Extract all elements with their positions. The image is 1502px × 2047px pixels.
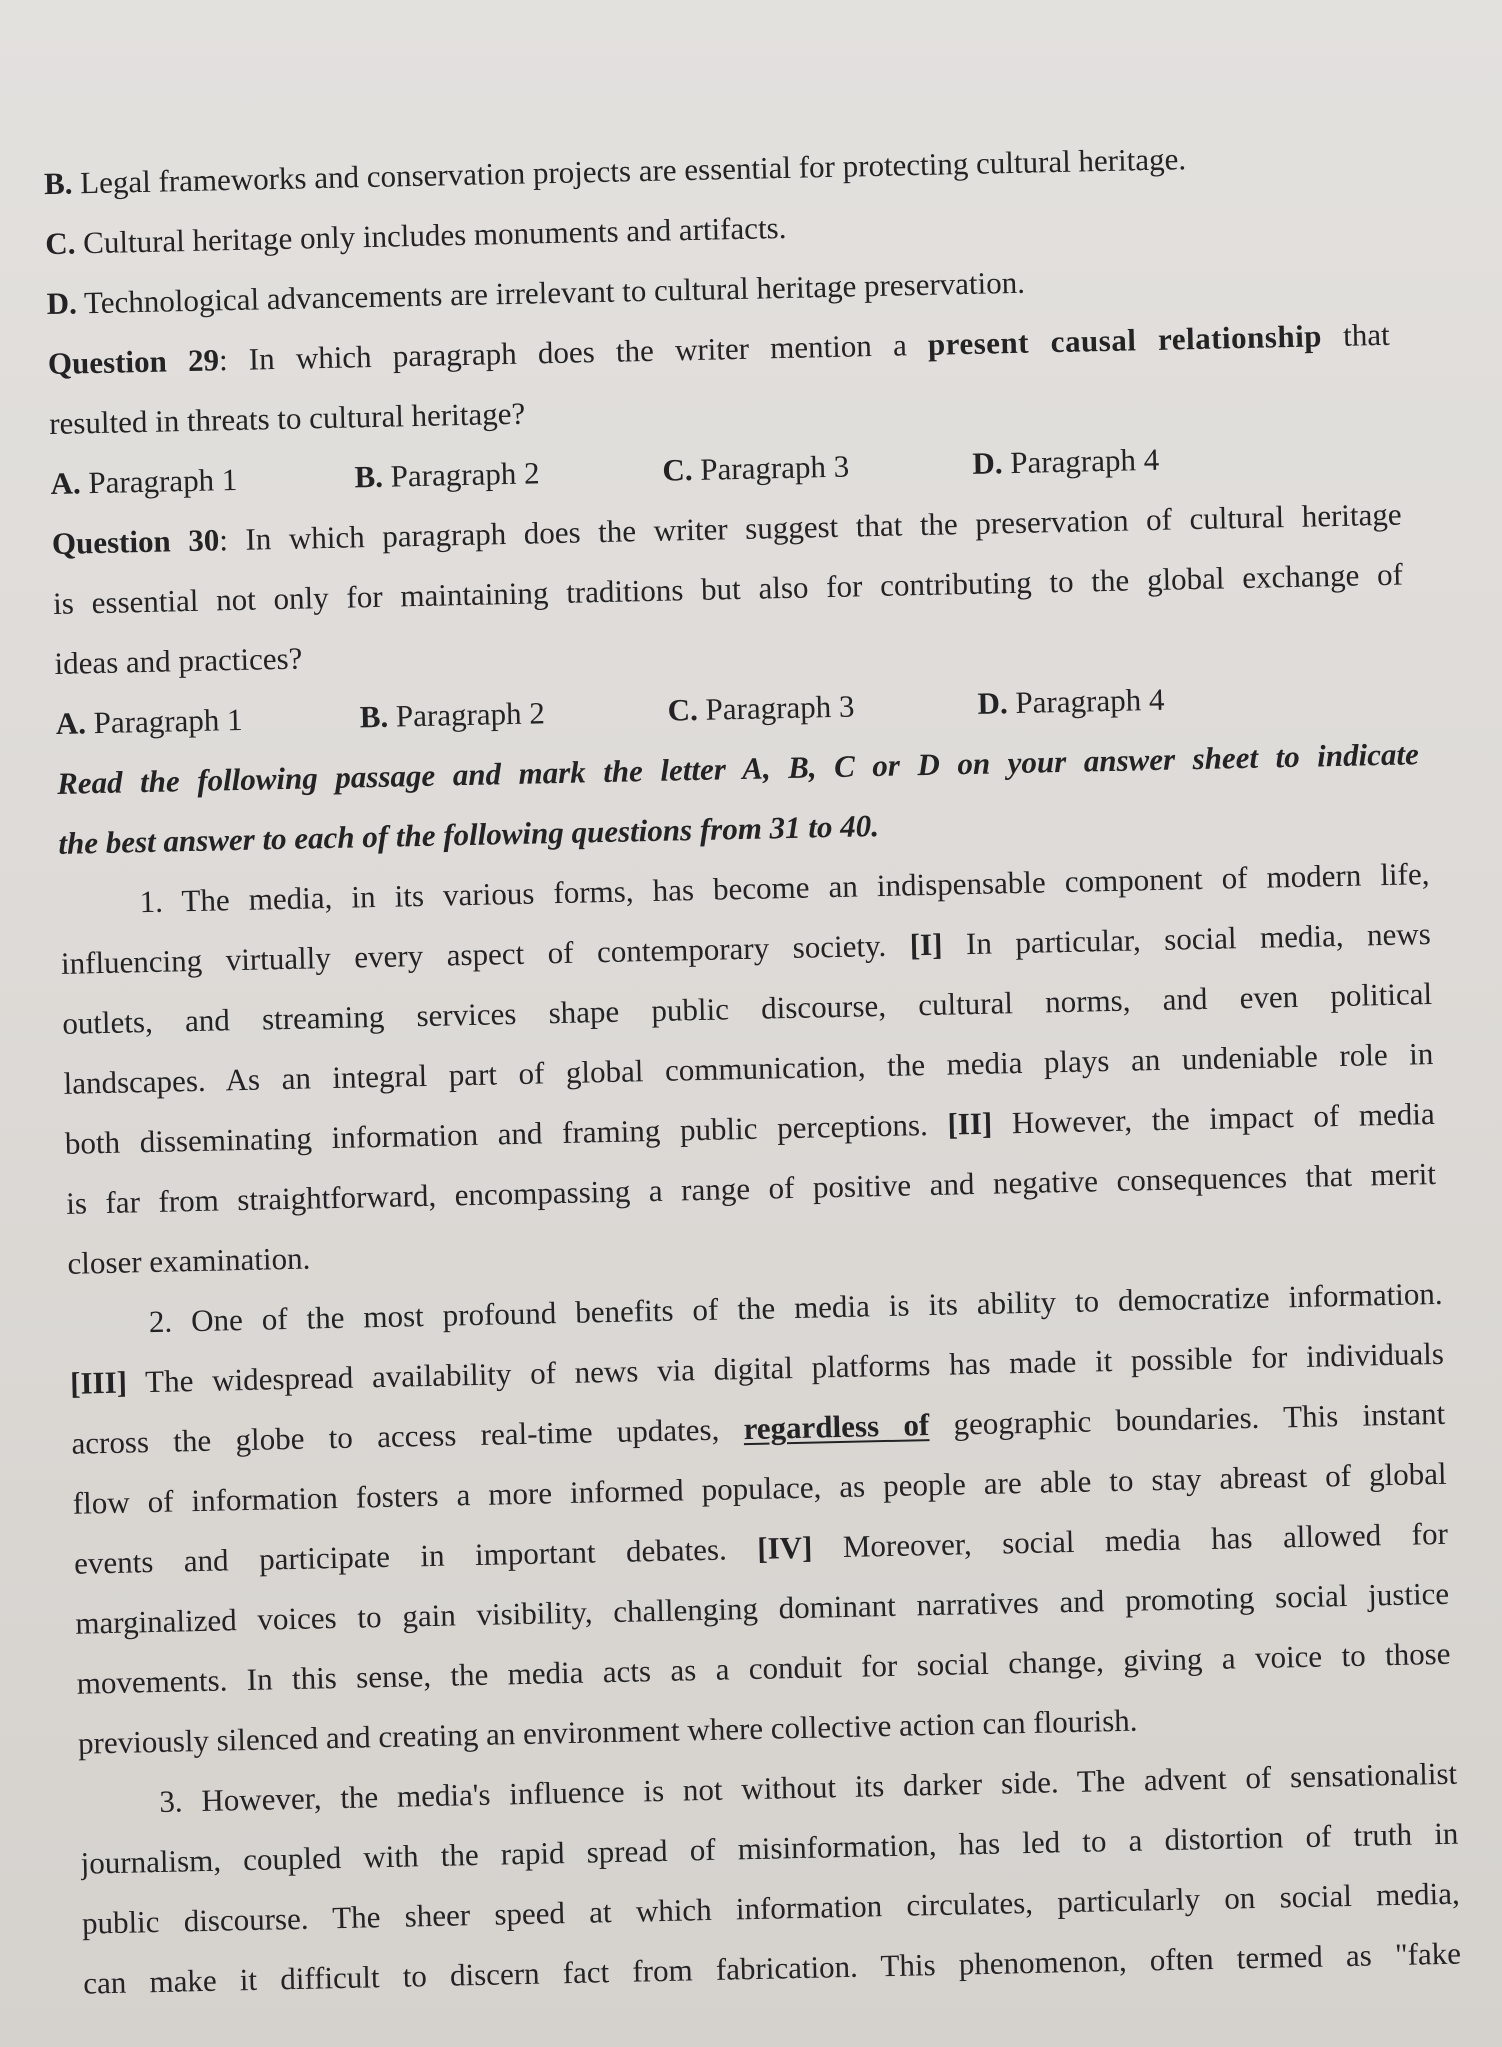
instruction-line2: the best answer to each of the following questions from 31 to 40. bbox=[58, 808, 880, 861]
question-30-stem-line3: ideas and practices? bbox=[54, 640, 303, 681]
paragraph-2-line5 bbox=[74, 1514, 1449, 1584]
insertion-marker-1: [I] bbox=[909, 926, 943, 963]
question-text: In which paragraph does the writer mention a bbox=[227, 326, 929, 378]
option-text: Paragraph 2 bbox=[390, 455, 540, 494]
paragraph-2-line2 bbox=[70, 1334, 1445, 1404]
paragraph-1-line5 bbox=[65, 1094, 1436, 1164]
prev-option-c bbox=[45, 208, 787, 264]
option-text: Paragraph 3 bbox=[699, 448, 850, 487]
paragraph-1-line1: 1. The media, in its various forms, has become an indispensable component of modern life, bbox=[139, 856, 1430, 920]
instruction-line1: Read the following passage and mark the letter A, B, C or D on your answer sheet to indicate bbox=[56, 736, 1420, 801]
q29-option-a[interactable] bbox=[50, 460, 238, 504]
option-text: Paragraph 4 bbox=[1015, 681, 1165, 721]
q30-option-d[interactable] bbox=[977, 680, 1165, 724]
question-colon: : bbox=[218, 522, 229, 558]
question-30-stem-line2: is essential not only for maintaining traditions but also for contributing to the global exchange of bbox=[52, 556, 1404, 621]
insertion-marker-2: [II] bbox=[947, 1105, 993, 1142]
text-segment: The widespread availability of news via digital platforms has made it possible for individuals bbox=[144, 1335, 1445, 1400]
paragraph-1-line4: landscapes. As an integral part of global communication, the media plays an undeniable role in bbox=[63, 1035, 1434, 1101]
option-text: Technological advancements are irrelevant to cultural heritage preservation. bbox=[83, 264, 1026, 321]
text-segment: In particular, social media, news bbox=[965, 916, 1432, 962]
option-letter: B. bbox=[354, 458, 384, 495]
paragraph-2-line3 bbox=[71, 1394, 1446, 1464]
question-29-stem-line2: resulted in threats to cultural heritage? bbox=[48, 395, 526, 442]
option-text: Cultural heritage only includes monuments and artifacts. bbox=[82, 209, 787, 261]
option-letter: D. bbox=[46, 285, 78, 322]
option-letter: B. bbox=[43, 165, 73, 202]
option-text: Paragraph 3 bbox=[705, 688, 855, 727]
text-segment: geographic boundaries. This instant bbox=[953, 1395, 1446, 1442]
paragraph-2-line7: movements. In this sense, the media acts as a conduit for social change, giving a voice to those bbox=[76, 1635, 1451, 1701]
prev-option-b bbox=[44, 139, 1187, 204]
option-letter: D. bbox=[977, 685, 1009, 721]
option-letter: C. bbox=[667, 691, 699, 728]
question-number: Question 29 bbox=[47, 342, 220, 382]
text-segment: events and participate in important debates. bbox=[73, 1531, 728, 1581]
insertion-marker-4: [IV] bbox=[756, 1529, 813, 1566]
text-segment: across the globe to access real-time updates, bbox=[71, 1411, 720, 1461]
paragraph-2-line1: 2. One of the most profound benefits of the media is its ability to democratize information. bbox=[148, 1275, 1443, 1340]
text-segment: However, the impact of media bbox=[1011, 1095, 1436, 1141]
question-colon: : bbox=[218, 342, 228, 378]
q29-option-c[interactable] bbox=[662, 447, 850, 491]
q29-option-b[interactable] bbox=[354, 453, 540, 497]
option-letter: C. bbox=[662, 452, 693, 488]
question-emphasis: present causal relationship bbox=[927, 318, 1323, 362]
paragraph-3-line3: public discourse. The sheer speed at which information circulates, particularly on social media, bbox=[81, 1875, 1461, 1941]
underlined-phrase: regardless of bbox=[743, 1407, 930, 1447]
paragraph-3-line1: 3. However, the media's influence is not without its darker side. The advent of sensationalist bbox=[158, 1755, 1458, 1819]
option-letter: A. bbox=[50, 465, 82, 502]
paragraph-2-line8: previously silenced and creating an environment where collective action can flourish. bbox=[77, 1702, 1138, 1761]
paragraph-3-line2: journalism, coupled with the rapid spread of misinformation, has led to a distortion of truth in bbox=[80, 1815, 1459, 1881]
paragraph-2-line4: flow of information fosters a more informed populace, as people are able to stay abreast of global bbox=[72, 1455, 1447, 1521]
paragraph-3-line4: can make it difficult to discern fact from fabrication. This phenomenon, often termed as "fake bbox=[82, 1935, 1462, 2001]
paragraph-1-line6: is far from straightforward, encompassing a range of positive and negative consequences that merit bbox=[65, 1155, 1437, 1221]
question-text: In which paragraph does the writer suggest that the preservation of cultural heritage bbox=[227, 496, 1402, 558]
option-letter: C. bbox=[44, 225, 76, 262]
paragraph-2-line6: marginalized voices to gain visibility, challenging dominant narratives and promoting social justice bbox=[75, 1575, 1450, 1641]
option-letter: A. bbox=[55, 705, 87, 741]
option-text: Paragraph 1 bbox=[88, 461, 238, 501]
q29-option-d[interactable] bbox=[972, 440, 1160, 484]
option-text: Paragraph 4 bbox=[1009, 441, 1160, 481]
text-segment: influencing virtually every aspect of contemporary society. bbox=[60, 927, 887, 981]
q30-option-a[interactable] bbox=[55, 700, 243, 744]
insertion-marker-3: [III] bbox=[69, 1364, 128, 1401]
prev-option-d bbox=[46, 263, 1025, 324]
paragraph-1-line3: outlets, and streaming services shape public discourse, cultural norms, and even political bbox=[61, 976, 1433, 1041]
question-number: Question 30 bbox=[51, 522, 220, 561]
option-letter: B. bbox=[359, 698, 389, 735]
text-segment: Moreover, social media has allowed for bbox=[842, 1515, 1449, 1564]
option-text: Paragraph 1 bbox=[93, 701, 243, 741]
text-segment: both disseminating information and framing public perceptions. bbox=[64, 1107, 929, 1161]
question-30-stem bbox=[51, 495, 1402, 564]
q30-option-b[interactable] bbox=[359, 693, 545, 737]
option-text: Legal frameworks and conservation projects are essential for protecting cultural heritage. bbox=[79, 141, 1187, 201]
q30-option-c[interactable] bbox=[667, 687, 855, 731]
option-text: Paragraph 2 bbox=[395, 695, 546, 734]
question-29-stem bbox=[48, 315, 1391, 384]
paragraph-1-line7: closer examination. bbox=[67, 1240, 311, 1281]
option-letter: D. bbox=[971, 445, 1003, 481]
paragraph-1-line2 bbox=[61, 914, 1432, 984]
question-text-end: that bbox=[1321, 316, 1391, 354]
